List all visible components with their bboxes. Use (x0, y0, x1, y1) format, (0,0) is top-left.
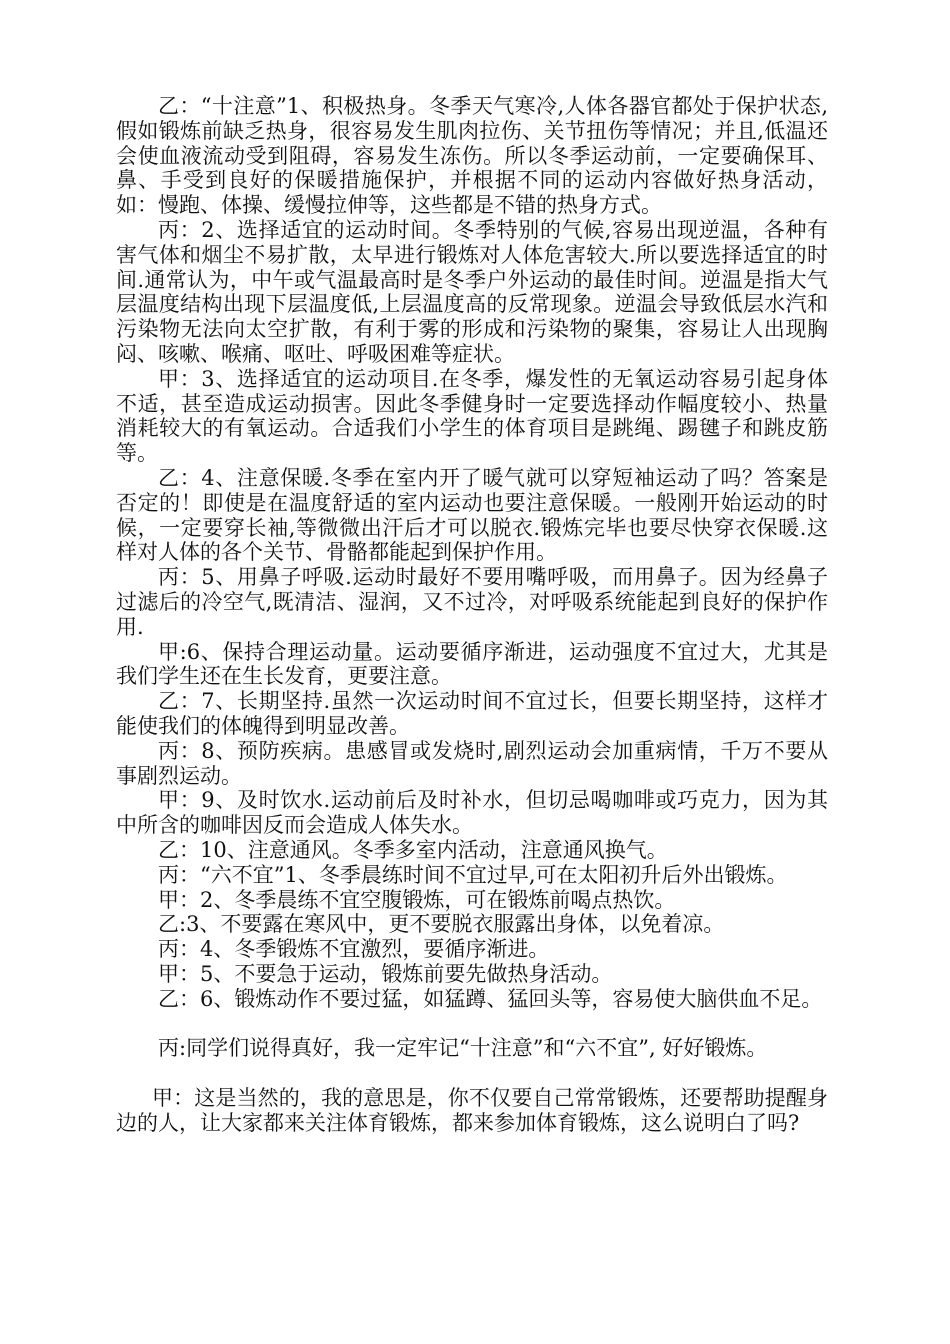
paragraph-18: 甲：这是当然的，我的意思是，你不仅要自己常常锻炼，还要帮助提醒身边的人，让大家都来关注体育锻炼，都来参加体育锻炼，这么说明白了吗? (116, 1085, 828, 1135)
paragraph-8: 丙：8、预防疾病。患感冒或发烧时,剧烈运动会加重病情，千万不要从事剧烈运动。 (116, 738, 828, 788)
paragraph-1: 乙：“十注意”1、积极热身。冬季天气寒冷,人体各器官都处于保护状态,假如锻炼前缺乏热身，很容易发生肌肉拉伤、关节扭伤等情况；并且,低温还会使血液流动受到阻碍，容易发生冻伤。所以冬季运动前，一定要确保耳、鼻、手受到良好的保暖措施保护，并根据不同的运动内容做好热身活动，如：慢跑、体操、缓慢拉伸等，这些都是不错的热身方式。 (116, 94, 828, 218)
paragraph-10: 乙：10、注意通风。冬季多室内活动，注意通风换气。 (158, 837, 668, 862)
paragraph-6: 甲:6、保持合理运动量。运动要循序渐进，运动强度不宜过大，尤其是我们学生还在生长发育，更要注意。 (116, 639, 828, 689)
paragraph-17: 丙:同学们说得真好，我一定牢记“十注意”和“六不宜”, 好好锻炼。 (158, 1036, 768, 1061)
paragraph-15: 甲：5、不要急于运动，锻炼前要先做热身活动。 (158, 961, 613, 986)
paragraph-11: 丙：“六不宜”1、冬季晨练时间不宜过早,可在太阳初升后外出锻炼。 (158, 862, 788, 887)
paragraph-13: 乙:3、不要露在寒风中，更不要脱衣服露出身体，以免着凉。 (158, 912, 725, 937)
paragraph-7: 乙：7、长期坚持.虽然一次运动时间不宜过长，但要长期坚持，这样才能使我们的体魄得到明显改善。 (116, 689, 828, 738)
paragraph-14: 丙：4、冬季锻炼不宜激烈，要循序渐进。 (158, 937, 550, 962)
paragraph-12: 甲：2、冬季晨练不宜空腹锻炼，可在锻炼前喝点热饮。 (158, 887, 676, 912)
paragraph-9: 甲：9、及时饮水.运动前后及时补水，但切忌喝咖啡或巧克力，因为其中所含的咖啡因反而会造成人体失水。 (116, 788, 828, 838)
paragraph-2: 丙：2、选择适宜的运动时间。冬季特别的气候,容易出现逆温，各种有害气体和烟尘不易扩散，太早进行锻炼对人体危害较大.所以要选择适宜的时间.通常认为，中午或气温最高时是冬季户外运动的最佳时间。逆温是指大气层温度结构出现下层温度低,上层温度高的反常现象。逆温会导致低层水汽和污染物无法向太空扩散，有利于雾的形成和污染物的聚集，容易让人出现胸闷、咳嗽、喉痛、呕吐、呼吸困难等症状。 (116, 217, 828, 366)
paragraph-4: 乙：4、注意保暖.冬季在室内开了暖气就可以穿短袖运动了吗？答案是否定的！即使是在温度舒适的室内运动也要注意保暖。一般刚开始运动的时候，一定要穿长袖,等微微出汗后才可以脱衣.锻炼完毕也要尽快穿衣保暖.这样对人体的各个关节、骨骼都能起到保护作用。 (116, 465, 828, 565)
paragraph-5: 丙：5、用鼻子呼吸.运动时最好不要用嘴呼吸，而用鼻子。因为经鼻子过滤后的冷空气,既清洁、湿润，又不过冷，对呼吸系统能起到良好的保护作用. (116, 565, 828, 639)
document-page (116, 94, 828, 1135)
paragraph-16: 乙：6、锻炼动作不要过猛，如猛蹲、猛回头等，容易使大脑供血不足。 (158, 986, 823, 1011)
paragraph-3: 甲：3、选择适宜的运动项目.在冬季，爆发性的无氧运动容易引起身体不适，甚至造成运动损害。因此冬季健身时一定要选择动作幅度较小、热量消耗较大的有氧运动。合适我们小学生的体育项目是跳绳、踢毽子和跳皮筋等。 (116, 366, 828, 466)
